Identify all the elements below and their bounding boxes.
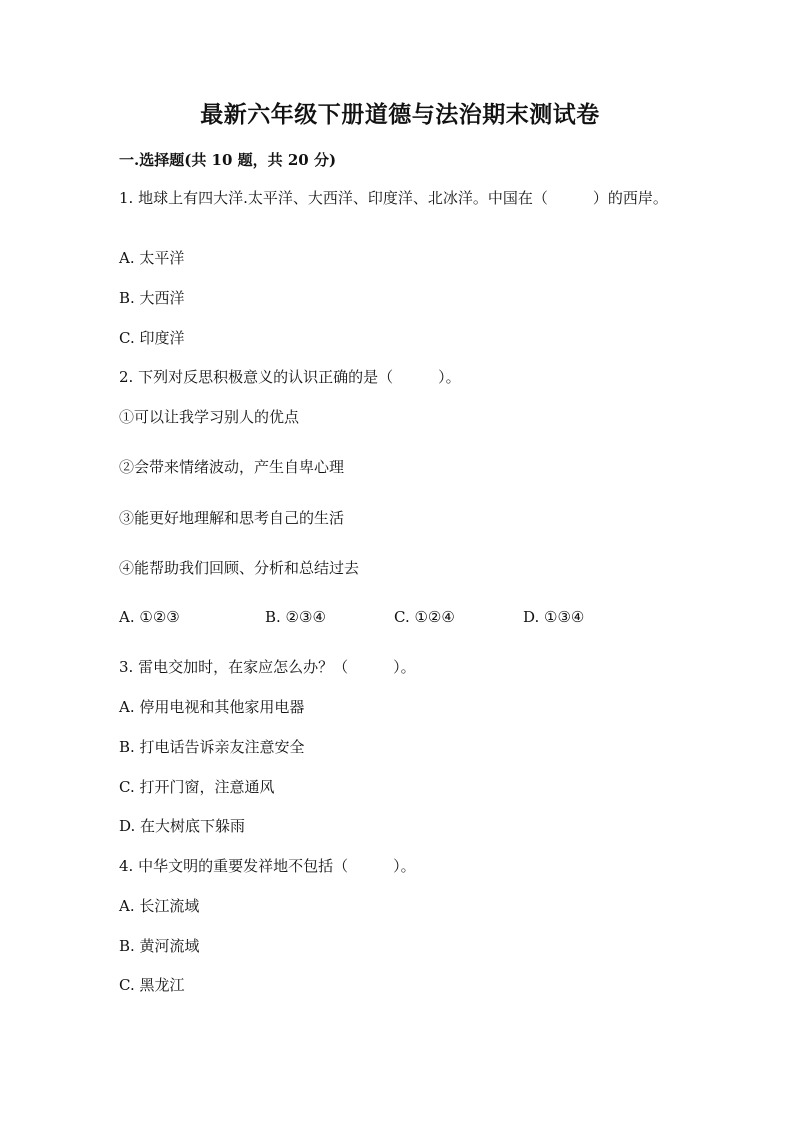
question-2-statement-1: ①可以让我学习别人的优点 bbox=[119, 408, 300, 426]
question-2-option-b[interactable]: B. ②③④ bbox=[265, 608, 326, 626]
question-2-option-c[interactable]: C. ①②④ bbox=[394, 608, 455, 626]
question-2-option-a[interactable]: A. ①②③ bbox=[119, 608, 180, 626]
question-4-option-b[interactable]: B. 黄河流域 bbox=[119, 937, 200, 955]
question-4-stem: 4. 中华文明的重要发祥地不包括（ ）。 bbox=[119, 857, 416, 875]
page-title: 最新六年级下册道德与法治期末测试卷 bbox=[200, 101, 600, 128]
question-3-option-c[interactable]: C. 打开门窗，注意通风 bbox=[119, 778, 275, 796]
question-2-statement-3: ③能更好地理解和思考自己的生活 bbox=[119, 509, 345, 527]
question-2-stem: 2. 下列对反思积极意义的认识正确的是（ ）。 bbox=[119, 368, 461, 386]
question-3-option-a[interactable]: A. 停用电视和其他家用电器 bbox=[119, 698, 305, 716]
question-1-option-c[interactable]: C. 印度洋 bbox=[119, 329, 185, 347]
question-1-option-a[interactable]: A. 太平洋 bbox=[119, 249, 185, 267]
question-3-option-d[interactable]: D. 在大树底下躲雨 bbox=[119, 817, 246, 835]
question-2-option-d[interactable]: D. ①③④ bbox=[523, 608, 585, 626]
question-3-stem: 3. 雷电交加时，在家应怎么办？（ ）。 bbox=[119, 658, 416, 676]
question-3-option-b[interactable]: B. 打电话告诉亲友注意安全 bbox=[119, 738, 305, 756]
question-1-option-b[interactable]: B. 大西洋 bbox=[119, 289, 185, 307]
section-heading: 一.选择题(共 10 题，共 20 分) bbox=[119, 151, 337, 169]
question-2-statement-2: ②会带来情绪波动，产生自卑心理 bbox=[119, 458, 345, 476]
question-4-option-c[interactable]: C. 黑龙江 bbox=[119, 976, 185, 994]
question-1-stem: 1. 地球上有四大洋.太平洋、大西洋、印度洋、北冰洋。中国在（ ）的西岸。 bbox=[119, 189, 668, 207]
question-2-statement-4: ④能帮助我们回顾、分析和总结过去 bbox=[119, 559, 360, 577]
question-4-option-a[interactable]: A. 长江流域 bbox=[119, 897, 200, 915]
